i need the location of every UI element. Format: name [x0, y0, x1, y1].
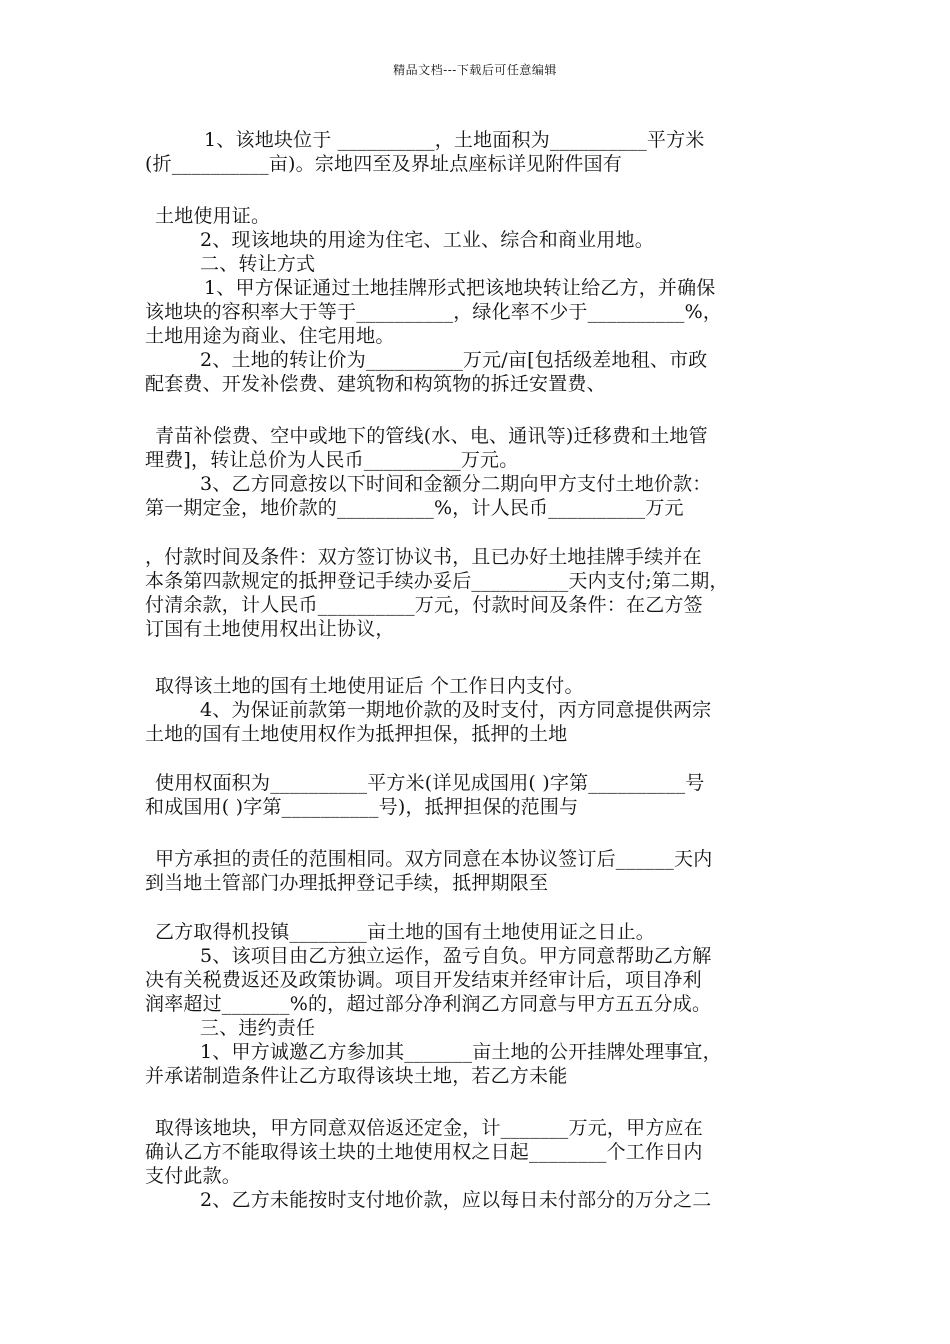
paragraph-line: 4、为保证前款第一期地价款的及时支付，丙方同意提供两宗 [200, 699, 712, 721]
paragraph-line: 到当地土管部门办理抵押登记手续，抵押期限至 [145, 872, 549, 894]
paragraph-line: 土地的国有土地使用权作为抵押担保，抵押的土地 [145, 723, 568, 745]
paragraph-line: 2、土地的转让价为__________万元/亩[包括级差地租、市政 [200, 349, 708, 371]
paragraph-line: 配套费、开发补偿费、建筑物和构筑物的拆迁安置费、 [145, 373, 606, 395]
paragraph-line: 该地块的容积率大于等于__________，绿化率不少于__________%， [145, 301, 723, 323]
paragraph-line: 1、甲方保证通过土地挂牌形式把该地块转让给乙方，并确保 [204, 277, 716, 299]
page-header: 精品文档---下载后可任意编辑 [393, 63, 557, 77]
paragraph-line: 取得该土地的国有土地使用证后 个工作日内支付。 [155, 675, 584, 697]
paragraph-line: 支付此款。 [145, 1165, 242, 1187]
paragraph-line: 本条第四款规定的抵押登记手续办妥后__________天内支付;第二期， [145, 570, 729, 592]
paragraph-line: 1、该地块位于 __________，土地面积为__________平方米 [204, 129, 705, 151]
paragraph-line: (折__________亩)。宗地四至及界址点座标详见附件国有 [145, 153, 623, 175]
paragraph-line: 理费]，转让总价为人民币__________万元。 [145, 449, 519, 471]
paragraph-line: 取得该地块，甲方同意双倍返还定金，计_______万元，甲方应在 [155, 1117, 703, 1139]
paragraph-line: 决有关税费返还及政策协调。项目开发结束并经审计后，项目净利 [145, 969, 702, 991]
paragraph-line: 土地使用证。 [155, 205, 271, 227]
paragraph-line: 润率超过_______%的，超过部分净利润乙方同意与甲方五五分成。 [145, 993, 712, 1015]
paragraph-line: 使用权面积为__________平方米(详见成国用( )字第__________号 [155, 772, 705, 794]
paragraph-line: 2、现该地块的用途为住宅、工业、综合和商业用地。 [200, 229, 654, 251]
paragraph-line: 并承诺制造条件让乙方取得该块土地，若乙方未能 [145, 1065, 568, 1087]
paragraph-line: 青苗补偿费、空中或地下的管线(水、电、通讯等)迁移费和土地管 [155, 425, 708, 447]
paragraph-line: 第一期定金，地价款的__________%，计人民币__________万元 [145, 497, 684, 519]
section-heading: 二、转让方式 [200, 253, 316, 275]
paragraph-line: 3、乙方同意按以下时间和金额分二期向甲方支付土地价款： [200, 473, 712, 495]
paragraph-line: ，付款时间及条件：双方签订协议书，且已办好土地挂牌手续并在 [145, 546, 702, 568]
paragraph-line: 2、乙方未能按时支付地价款，应以每日未付部分的万分之二 [200, 1189, 712, 1211]
paragraph-line: 1、甲方诚邀乙方参加其_______亩土地的公开挂牌处理事宜， [200, 1041, 722, 1063]
paragraph-line: 甲方承担的责任的范围相同。双方同意在本协议签订后______天内 [155, 848, 713, 870]
paragraph-line: 订国有土地使用权出让协议， [145, 618, 395, 640]
paragraph-line: 土地用途为商业、住宅用地。 [145, 325, 395, 347]
paragraph-line: 乙方取得机投镇________亩土地的国有土地使用证之日止。 [155, 921, 656, 943]
paragraph-line: 和成国用( )字第__________号)，抵押担保的范围与 [145, 796, 579, 818]
section-heading: 三、违约责任 [200, 1017, 316, 1039]
paragraph-line: 付清余款，计人民币__________万元，付款时间及条件：在乙方签 [145, 594, 703, 616]
paragraph-line: 确认乙方不能取得该土块的土地使用权之日起________个工作日内 [145, 1141, 703, 1163]
paragraph-line: 5、该项目由乙方独立运作，盈亏自负。甲方同意帮助乙方解 [200, 945, 712, 967]
